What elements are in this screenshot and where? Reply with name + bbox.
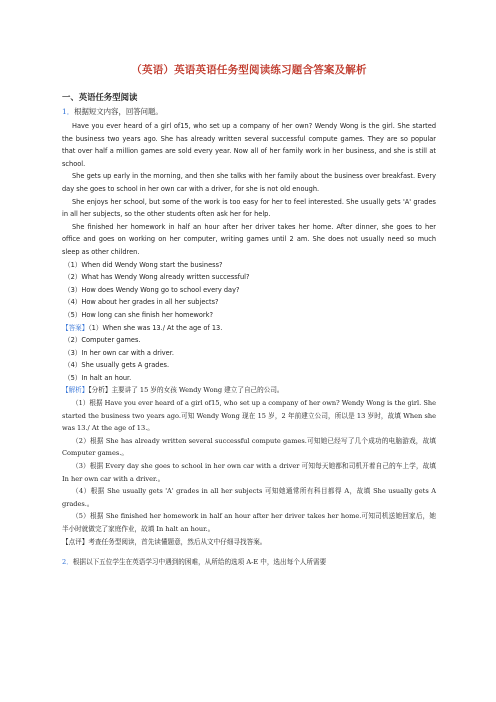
sub-question: （4）How about her grades in all her subjects? xyxy=(64,298,219,307)
analysis-paragraph: （1）根据 Have you ever heard of a girl of15, who set up a company of her own? Wendy Wong is the girl. She started the business two years ago.可知 Wendy Wong 现在 15 岁，2 年前建立公司，所以是 13 岁时，故填 When she was 13./ At the age of 13.。 xyxy=(62,399,436,433)
analysis-tag: 【解析】 xyxy=(62,386,89,395)
spacer xyxy=(62,548,436,556)
passage-paragraph: She enjoys her school, but some of the work is too easy for her to feel interested. She usually gets 'A' grades in all her subjects, so the other students often ask her for help. xyxy=(62,197,436,219)
answer-text: （5）In halt an hour. xyxy=(64,373,132,382)
analysis-line xyxy=(62,384,436,397)
sub-question: （5）How long can she finish her homework? xyxy=(64,310,213,319)
passage-paragraph: She gets up early in the morning, and then she talks with her family about the business over breakfast. Every day she goes to school in her own car with a driver, for she is not old enough. xyxy=(62,172,436,193)
question-2-heading xyxy=(62,556,436,569)
answer-text: （1）When she was 13./ At the age of 13. xyxy=(88,323,223,332)
page-title: （英语）英语英语任务型阅读练习题含答案及解析 xyxy=(131,64,367,76)
answer-text: （2）Computer games. xyxy=(64,336,141,345)
analysis-paragraph: （2）根据 She has already written several successful compute games.可知她已经写了几个成功的电脑游戏，故填 Computer games.。 xyxy=(62,436,436,458)
answer-tag: 【答案】 xyxy=(62,323,89,332)
answer-line xyxy=(62,322,436,335)
passage-paragraph: She finished her homework in half an hour after her driver takes her home. After dinner, she goes to her office and goes on working on her computer, writing games until 2 am. She does not usually need so much sleep as other children. xyxy=(62,222,436,256)
question-number: 1． xyxy=(62,107,75,116)
question-2-text: 根据以下五位学生在英语学习中遇到的困难，从所给的选项 A-E 中，选出每个人所需要 xyxy=(72,558,327,567)
comment-line: 【点评】考查任务型阅读，首先读懂题意，然后从文中仔细寻找答案。 xyxy=(62,537,267,546)
sub-question: （3）How does Wendy Wong go to school every day? xyxy=(64,285,240,294)
answer-text: （3）In her own car with a driver. xyxy=(64,348,174,357)
sub-question: （2）What has Wendy Wong already written successful? xyxy=(64,273,250,282)
question-1-heading xyxy=(62,106,436,117)
section-heading: 一、英语任务型阅读 xyxy=(62,92,138,102)
question-number: 2． xyxy=(62,558,73,567)
analysis-paragraph: （4）根据 She usually gets 'A' grades in all her subjects 可知她通常所有科目都得 A，故填 She usually gets A grades.。 xyxy=(62,487,436,508)
passage-paragraph: Have you ever heard of a girl of15, who set up a company of her own? Wendy Wong is the girl. She started the business two years ago. She has already written several successful compute games. They are so popular that over half a million games are sold every year. Now all of her family work in her business, and she is still at school. xyxy=(62,122,436,168)
analysis-intro: 【分析】主要讲了 15 岁的女孩 Wendy Wong 建立了自己的公司。 xyxy=(88,386,284,395)
analysis-paragraph: （3）根据 Every day she goes to school in her own car with a driver 可知每天她都和司机开着自己的车上学，故填 In her own car with a driver.。 xyxy=(62,462,436,483)
sub-question: （1）When did Wendy Wong start the business? xyxy=(64,260,223,269)
analysis-paragraph: （5）根据 She finished her homework in half an hour after her driver takes her home.可知司机送她回家后，她半小时就做完了家庭作业，故填 In halt an hour.。 xyxy=(62,512,436,533)
answer-text: （4）She usually gets A grades. xyxy=(64,361,170,370)
question-instruction: 根据短文内容，回答问题。 xyxy=(74,107,163,116)
